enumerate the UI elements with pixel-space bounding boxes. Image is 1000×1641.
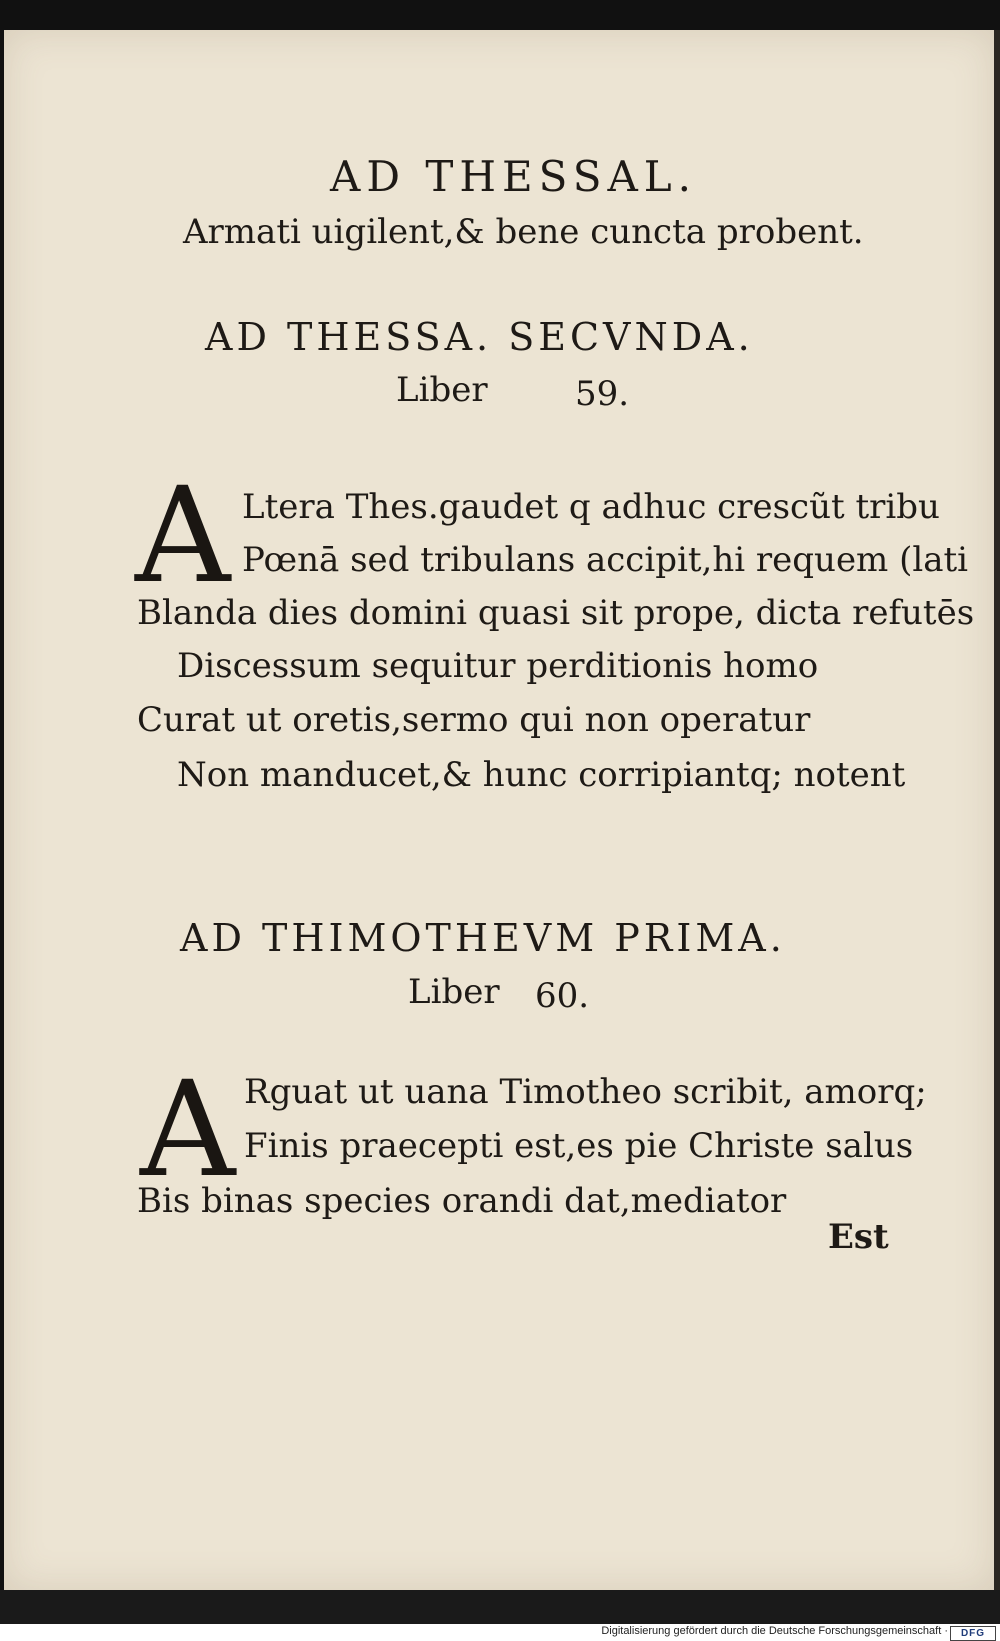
book-page <box>4 30 1000 1590</box>
verse-line: Curat ut oretis,sermo qui non operatur <box>137 700 811 740</box>
verse-line: Non manducet,& hunc corripiantq; notent <box>177 755 906 795</box>
verse-line: Rguat ut uana Timotheo scribit, amorq; <box>244 1072 927 1112</box>
verse-line: Blanda dies domini quasi sit prope, dicta refutēs <box>137 593 975 633</box>
section-title-secunda: AD THESSA. SECVNDA. <box>205 315 754 359</box>
dfg-logo: DFG <box>950 1626 996 1641</box>
initial-letter-a: A <box>135 459 231 613</box>
top-verse: Armati uigilent,& bene cuncta probent. <box>183 212 864 252</box>
verse-line: Finis praecepti est,es pie Christe salus <box>244 1126 914 1166</box>
running-head: AD THESSAL. <box>330 152 698 201</box>
verse-line: Ltera Thes.gaudet q adhuc crescũt tribu <box>242 487 940 527</box>
verse-line: Pœnā sed tribulans accipit,hi requem (lati <box>242 540 969 580</box>
liber-label-60: Liber <box>408 972 500 1012</box>
catchword: Est <box>828 1217 889 1257</box>
footer-credit: Digitalisierung gefördert durch die Deutsche Forschungsgemeinschaft · <box>601 1625 948 1637</box>
liber-label-59: Liber <box>396 370 488 410</box>
liber-number-59: 59. <box>575 374 630 414</box>
verse-line: Bis binas species orandi dat,mediator <box>137 1181 787 1221</box>
initial-letter-a: A <box>140 1053 236 1207</box>
liber-number-60: 60. <box>535 976 590 1016</box>
page-edge <box>0 1590 1000 1624</box>
verse-line: Discessum sequitur perditionis homo <box>177 646 819 686</box>
section-title-prima: AD THIMOTHEVM PRIMA. <box>180 916 786 960</box>
